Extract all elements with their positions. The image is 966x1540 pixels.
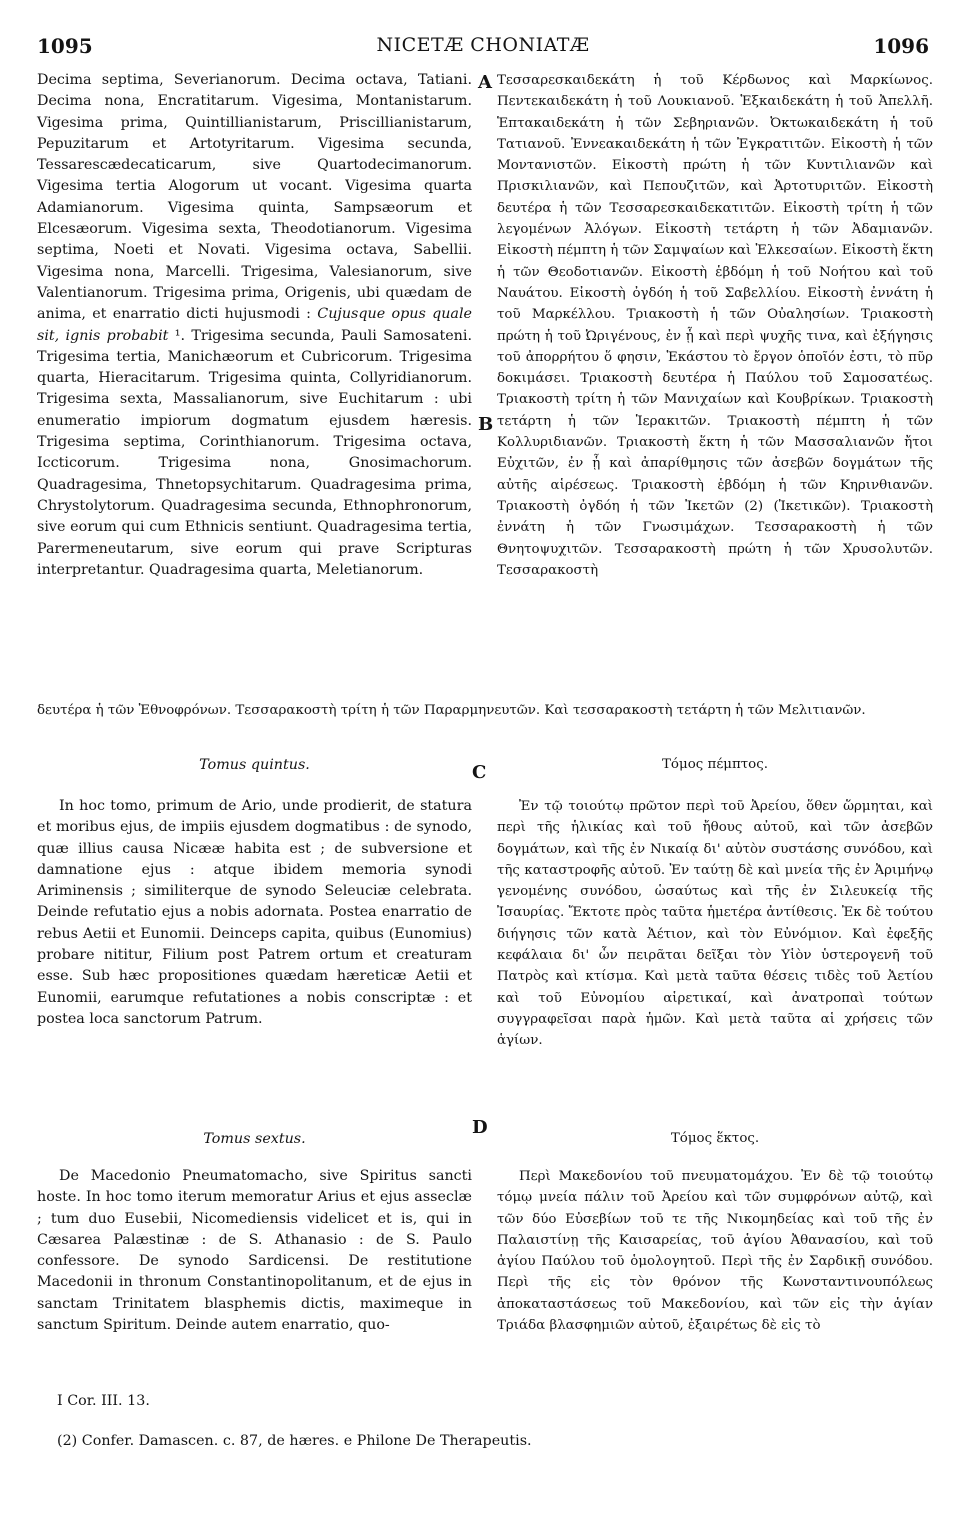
tomus-5-greek-column	[497, 796, 933, 1052]
toc-latin-pre: Decima septima, Severianorum. Decima octava, Tatiani. Decima nona, Encratitarum. Vigesima, Montanistarum. Vigesima prima, Quintillianistarum, Priscillianistarum, Pepuzitarum et Artotyritarum. Vigesima secunda, Tessarescædecaticarum, sive Quartodecimanorum. Vigesima tertia Alogorum ut vocant. Vigesima quarta Adamianorum. Vigesima quinta, Sampsæorum et Elcesæorum. Vigesima sexta, Theodotianorum. Vigesima septima, Noeti et Novati. Vigesima octava, Sabellii. Vigesima nona, Marcelli. Trigesima, Valesianorum, sive Valentianorum. Trigesima prima, Origenis, ubi quædam de anima, et enarratio dicti hujusmodi :	[37, 72, 472, 323]
page-number-left: 1095	[37, 34, 93, 58]
tomus-6-greek-column	[497, 1166, 933, 1336]
page-number-right: 1096	[873, 34, 929, 58]
running-header	[37, 34, 929, 64]
margin-marker-d: D	[472, 1117, 488, 1138]
tomus-6-heading-greek: Τόμος ἕκτος.	[670, 1131, 760, 1146]
toc-latin-column	[37, 70, 472, 581]
toc-latin-post: ¹. Trigesima secunda, Pauli Samosateni. Trigesima tertia, Manichæorum et Cubricorum. Trigesima quarta, Hieracitarum. Trigesima quinta, Collyridianorum. Trigesima sexta, Massalianorum, sive Euchitarum : ubi enumeratio impiorum dogmatum ejusdem hæresis. Trigesima septima, Corinthianorum. Trigesima octava, Iccticorum. Trigesima nona, Gnosimachorum. Quadragesima, Thnetopsychitarum. Quadragesima prima, Chrystolytorum. Quadragesima secunda, Ethnophronorum, sive eorum qui cum Ethnicis sentiunt. Quadragesima tertia, Parermeneutarum, sive eorum qui prave Scripturas interpretantur. Quadragesima quarta, Meletianorum.	[37, 327, 472, 578]
running-title: NICETÆ CHONIATÆ	[376, 34, 590, 56]
tomus-6-heading-latin: Tomus sextus.	[203, 1131, 306, 1147]
margin-marker-b: B	[478, 414, 494, 435]
tomus-5-heading-latin: Tomus quintus.	[199, 757, 310, 773]
tomus-5-latin-text: In hoc tomo, primum de Ario, unde prodierit, de statura et moribus ejus, de impiis ejusdem dogmatibus : de synodo, quæ illius causa Nicææ habita est ; de subversione et damnatione ejus : atque ibidem memoria synodi Ariminensis ; similiterque de synodo Seleuciæ celebrata. Deinde refutatio ejus a nobis adornata. Postea enarratio de rebus Aetii et Eunomii. Deinceps capita, quibus (Eunomius) probare nititur, Filium post Patrem ortum et creaturam esse. Sub hæc propositiones quædam hæreticæ Aetii et Eunomii, earumque refutationes a nobis conscriptæ : et postea loca sanctorum Patrum.	[37, 798, 472, 1027]
tomus-5-latin-column	[37, 796, 472, 1030]
footnote-1: I Cor. III. 13.	[57, 1393, 150, 1409]
tomus-5-heading-greek: Τόμος πέμπτος.	[662, 757, 768, 772]
toc-greek-column	[497, 70, 933, 581]
toc-latin-quote: Cujusque opus quale sit, ignis probabit	[37, 306, 472, 344]
tomus-6-latin-text: De Macedonio Pneumatomacho, sive Spiritus sancti hoste. In hoc tomo iterum memoratur Arius et ejus asseclæ ; tum duo Eusebii, Nicomediensis videlicet et is, qui in Cæsarea Palæstinæ : de S. Athanasio : de S. Paulo confessore. De synodo Sardicensi. De restitutione Macedonii in thronum Constantinopolitanum, et de ejus in sanctam Trinitatem blasphemis dictis, maximeque in sanctum Spiritum. Deinde autem enarratio, quo-	[37, 1168, 472, 1334]
margin-marker-c: C	[472, 762, 487, 783]
footnote-2: (2) Confer. Damascen. c. 87, de hæres. e Philone De Therapeutis.	[57, 1433, 532, 1449]
margin-marker-a: A	[478, 72, 492, 93]
toc-greek-text: Τεσσαρεσκαιδεκάτη ἡ τοῦ Κέρδωνος καὶ Μαρκίωνος. Πεντεκαιδεκάτη ἡ τοῦ Λουκιανοῦ. Ἑξκαιδεκάτη ἡ τοῦ Ἀπελλῆ. Ἑπτακαιδεκάτη ἡ τῶν Σεβηριανῶν. Ὀκτωκαιδεκάτη ἡ τοῦ Τατιανοῦ. Ἐννεακαιδεκάτη ἡ τῶν Ἐγκρατιτῶν. Εἰκοστὴ ἡ τῶν Μοντανιστῶν. Εἰκοστὴ πρώτη ἡ τῶν Κυντιλιανῶν καὶ Πρισκιλιανῶν, καὶ Πεπουζιτῶν, καὶ Ἀρτοτυριτῶν. Εἰκοστὴ δευτέρα ἡ τῶν Τεσσαρεσκαιδεκατιτῶν. Εἰκοστὴ τρίτη ἡ τῶν λεγομένων Ἀλόγων. Εἰκοστὴ τετάρτη ἡ τῶν Ἀδαμιανῶν. Εἰκοστὴ πέμπτη ἡ τῶν Σαμψαίων καὶ Ἐλκεσαίων. Εἰκοστὴ ἕκτη ἡ τῶν Θεοδοτιανῶν. Εἰκοστὴ ἑβδόμη ἡ τοῦ Νοήτου καὶ τοῦ Ναυάτου. Εἰκοστὴ ὀγδόη ἡ τοῦ Σαβελλίου. Εἰκοστὴ ἐννάτη ἡ τοῦ Μαρκέλλου. Τριακοστὴ ἡ τῶν Οὐαλησίων. Τριακοστὴ πρώτη ἡ τοῦ Ὠριγένους, ἐν ᾗ καὶ περὶ ψυχῆς τινα, καὶ ἐξήγησις τοῦ ἀπορρήτου ὅ φησιν, Ἑκάστου τὸ ἔργον ὁποῖόν ἐστι, τὸ πῦρ δοκιμάσει. Τριακοστὴ δευτέρα ἡ Παύλου τοῦ Σαμοσατέως. Τριακοστὴ τρίτη ἡ τῶν Μανιχαίων καὶ Κουβρίκων. Τριακοστὴ τετάρτη ἡ τῶν Ἱερακιτῶν. Τριακοστὴ πέμπτη ἡ τῶν Κολλυριδιανῶν. Τριακοστὴ ἕκτη ἡ τῶν Μασσαλιανῶν ἤτοι Εὐχιτῶν, ἐν ᾗ καὶ ἀπαρίθμησις τῶν ἀσεβῶν δογμάτων τῆς αὐτῆς αἱρέσεως. Τριακοστὴ ἑβδόμη ἡ τῶν Κηρινθιανῶν. Τριακοστὴ ὀγδόη ἡ τῶν Ἰκετῶν (2) (Ἰκετικῶν). Τριακοστὴ ἐννάτη ἡ τῶν Γνωσιμάχων. Τεσσαρακοστὴ ἡ τῶν Θνητοψυχιτῶν. Τεσσαρακοστὴ πρώτη ἡ τῶν Χρυσολυτῶν. Τεσσαρακοστὴ	[497, 73, 933, 578]
tomus-5-greek-text: Ἐν τῷ τοιούτῳ πρῶτον περὶ τοῦ Ἀρείου, ὅθεν ὥρμηται, καὶ περὶ τῆς ἡλικίας καὶ τοῦ ἤθους αὐτοῦ, καὶ τῶν ἀσεβῶν δογμάτων, καὶ τῆς ἐν Νικαίᾳ δι' αὐτὸν συστάσης συνόδου, καὶ τῆς καταστροφῆς αὐτοῦ. Ἐν ταύτῃ δὲ καὶ μνεία τῆς ἐν Ἀριμήνῳ γενομένης συνόδου, ὡσαύτως καὶ τῆς ἐν Σιλευκείᾳ τῆς Ἰσαυρίας. Ἔκτοτε πρὸς ταῦτα ἡμετέρα ἀντίθεσις. Ἐκ δὲ τούτου διήγησις τῶν κατὰ Ἀέτιον, καὶ τὸν Εὐνόμιον. Καὶ ἐφεξῆς κεφάλαια δι' ὧν πειρᾶται δεῖξαι τὸν Υἱὸν ὑστερογενῆ τοῦ Πατρὸς καὶ κτίσμα. Καὶ μετὰ ταῦτα θέσεις τιδὲς τοῦ Ἀετίου καὶ τοῦ Εὐνομίου αἱρετικαί, καὶ ἀνατροπαὶ τούτων συγγραφεῖσαι παρὰ ἡμῶν. Καὶ μετὰ ταῦτα αἱ χρήσεις τῶν ἁγίων.	[497, 799, 933, 1049]
tomus-6-greek-text: Περὶ Μακεδονίου τοῦ πνευματομάχου. Ἐν δὲ τῷ τοιούτῳ τόμῳ μνεία πάλιν τοῦ Ἀρείου καὶ τῶν συμφρόνων αὐτῷ, καὶ τῶν δύο Εὐσεβίων τοῦ τε τῆς Νικομηδείας καὶ τοῦ τῆς ἐν Παλαιστίνῃ τῆς Καισαρείας, τοῦ ἁγίου Ἀθανασίου, καὶ τοῦ ἁγίου Παύλου τοῦ ὁμολογητοῦ. Περὶ τῆς ἐν Σαρδικῇ συνόδου. Περὶ τῆς εἰς τὸν θρόνον τῆς Κωνσταντινουπόλεως ἀποκαταστάσεως τοῦ Μακεδονίου, καὶ τῶν εἰς τὴν ἁγίαν Τριάδα βλασφημιῶν αὐτοῦ, ἐξαιρέτως δὲ εἰς τὸ	[497, 1169, 933, 1334]
tomus-6-latin-column	[37, 1166, 472, 1336]
toc-greek-tail: δευτέρα ἡ τῶν Ἐθνοφρόνων. Τεσσαρακοστὴ τρίτη ἡ τῶν Παραρμηνευτῶν. Καὶ τεσσαρακοστὴ τετάρτη ἡ τῶν Μελιτιανῶν.	[37, 703, 866, 718]
